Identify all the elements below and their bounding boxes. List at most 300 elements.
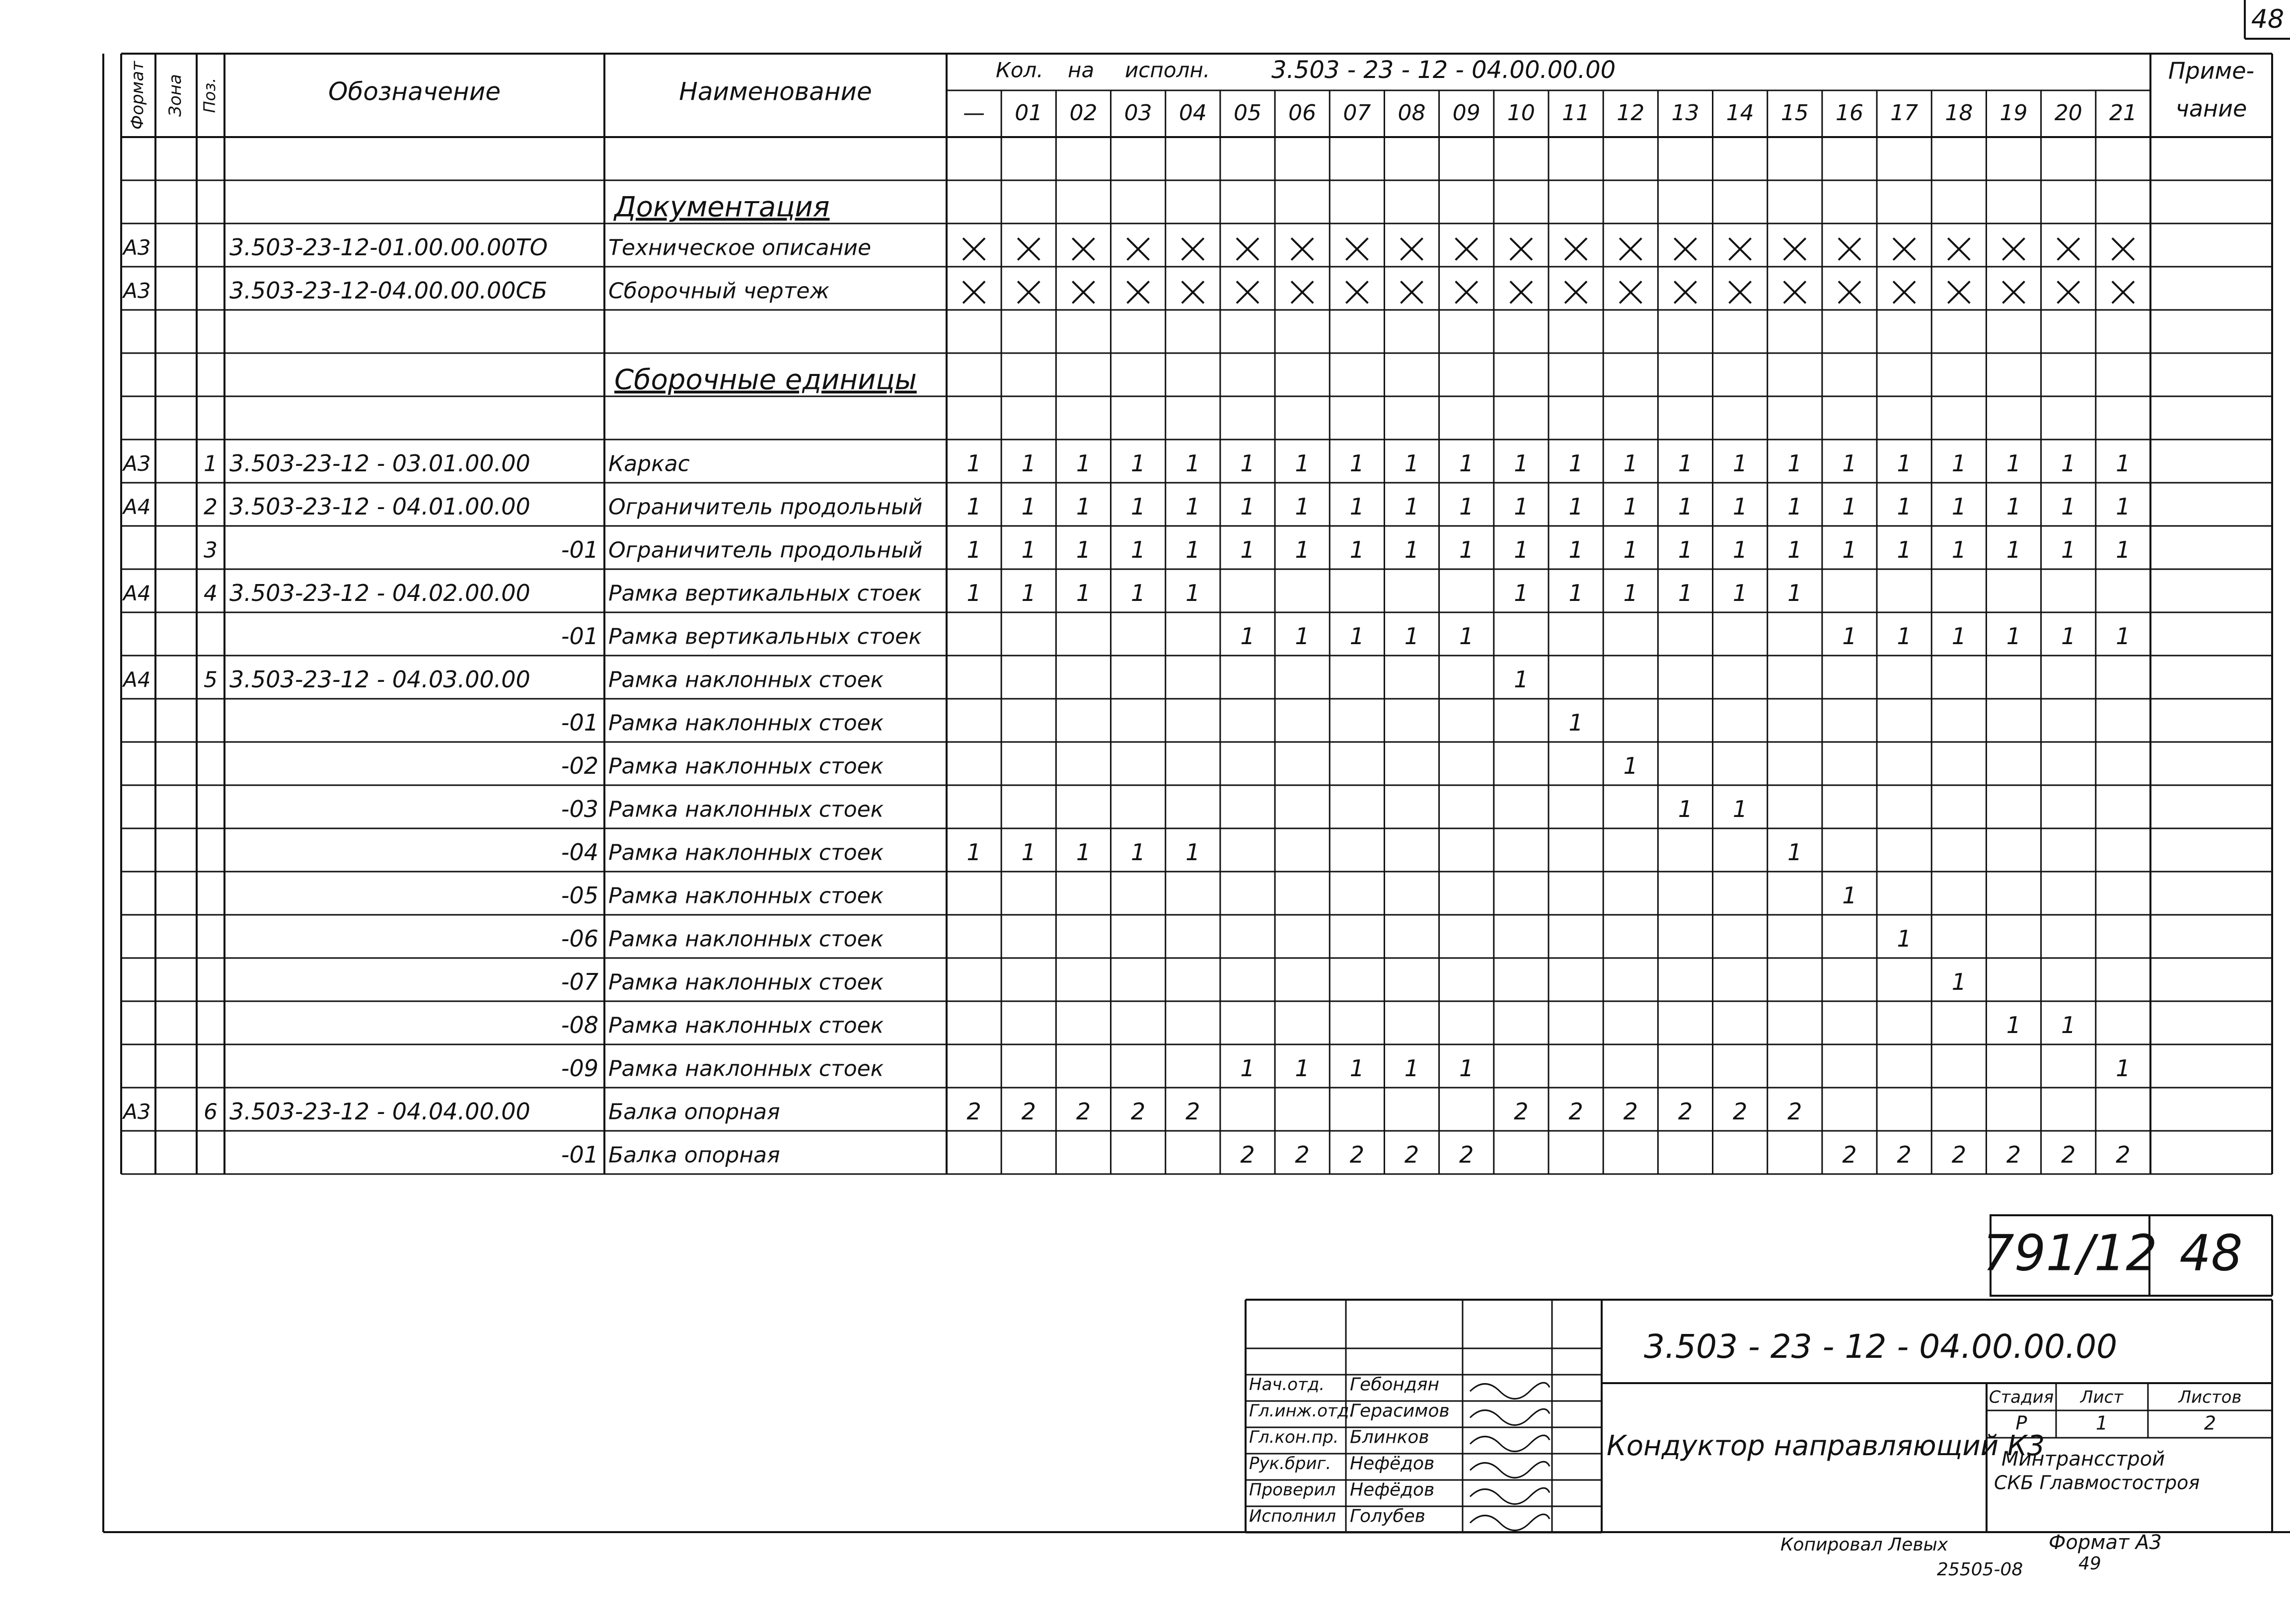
qty-value: 1: [1076, 580, 1091, 606]
qty-value: 1: [1623, 450, 1638, 477]
qty-cross: [1510, 238, 1532, 260]
qty-value: 1: [1349, 493, 1365, 520]
qty-cross: [1565, 238, 1587, 260]
variant-header-1: 01: [1015, 100, 1043, 126]
qty-value: 1: [1514, 666, 1529, 693]
qty-value: 1: [2006, 450, 2021, 477]
qty-value: 1: [1130, 536, 1146, 563]
qty-value: 1: [1842, 882, 1857, 909]
signature-mark: [1470, 1462, 1550, 1477]
corner-sheet-number: 48: [2251, 4, 2285, 34]
variant-header-19: 19: [1999, 100, 2028, 126]
qty-value: 1: [2061, 623, 2076, 650]
row-designation: -01: [561, 623, 598, 650]
row-format: А3: [123, 1100, 151, 1124]
qty-cross: [2112, 238, 2134, 260]
qty-value: 1: [1404, 450, 1419, 477]
person-role: Рук.бриг.: [1249, 1454, 1331, 1474]
qty-value: 1: [1185, 536, 1200, 563]
qty-value: 2: [2116, 1141, 2131, 1168]
person-role: Гл.инж.отд.: [1249, 1401, 1355, 1421]
row-designation: -01: [561, 536, 598, 563]
stamp-title: Кондуктор направляющий К3: [1607, 1430, 2045, 1463]
qty-value: 2: [2061, 1141, 2076, 1168]
qty-value: 1: [1021, 493, 1036, 520]
qty-value: 1: [1623, 536, 1638, 563]
qty-value: 1: [1568, 709, 1583, 736]
qty-value: 1: [2116, 493, 2131, 520]
qty-value: 1: [1732, 796, 1748, 822]
qty-cross: [1291, 282, 1313, 303]
qty-cross: [1948, 282, 1970, 303]
qty-value: 1: [1295, 450, 1310, 477]
qty-value: 1: [1349, 623, 1365, 650]
qty-value: 1: [1623, 752, 1638, 779]
header-qty-on: на: [1068, 58, 1095, 82]
variant-header-16: 16: [1836, 100, 1863, 126]
variant-header-11: 11: [1562, 100, 1590, 126]
qty-value: 1: [1404, 1055, 1419, 1082]
row-name: Рамка наклонных стоек: [608, 753, 884, 779]
qty-cross: [2003, 238, 2025, 260]
qty-value: 1: [1842, 536, 1857, 563]
stamp-sheet-label: Лист: [2080, 1387, 2124, 1407]
qty-cross: [1127, 282, 1149, 303]
qty-value: 1: [2116, 536, 2131, 563]
qty-value: 1: [2061, 450, 2076, 477]
qty-cross: [1018, 238, 1039, 260]
qty-cross: [2058, 238, 2079, 260]
qty-cross: [1291, 238, 1313, 260]
qty-value: 1: [2116, 623, 2131, 650]
row-designation: -08: [561, 1012, 598, 1038]
qty-cross: [1346, 282, 1368, 303]
row-pos: 2: [204, 494, 218, 520]
row-name: Ограничитель продольный: [608, 537, 923, 563]
row-format: А3: [123, 451, 151, 476]
qty-value: 2: [1678, 1098, 1693, 1125]
variant-header-15: 15: [1780, 100, 1809, 126]
row-pos: 6: [204, 1099, 218, 1125]
qty-cross: [1401, 238, 1423, 260]
person-role: Нач.отд.: [1249, 1375, 1325, 1395]
qty-value: 1: [1787, 536, 1802, 563]
header-qty-variant: исполн.: [1125, 58, 1210, 82]
qty-value: 1: [1076, 839, 1091, 866]
qty-value: 1: [1787, 839, 1802, 866]
qty-value: 2: [1185, 1098, 1200, 1125]
qty-cross: [1839, 238, 1860, 260]
row-name: Техническое описание: [608, 235, 872, 261]
footer-copied-by: Копировал Левых: [1780, 1535, 1948, 1555]
row-name: Рамка наклонных стоек: [608, 667, 884, 693]
qty-value: 1: [1897, 536, 1912, 563]
qty-value: 1: [1295, 1055, 1310, 1082]
row-designation: -06: [561, 925, 598, 952]
qty-value: 2: [1897, 1141, 1912, 1168]
qty-value: 1: [2006, 623, 2021, 650]
variant-header-20: 20: [2054, 100, 2082, 126]
qty-value: 1: [1404, 536, 1419, 563]
qty-value: 1: [1240, 536, 1255, 563]
row-name: Рамка наклонных стоек: [608, 1013, 884, 1038]
row-designation: -01: [561, 709, 598, 736]
qty-value: 1: [1842, 623, 1857, 650]
person-role: Гл.кон.пр.: [1249, 1427, 1339, 1447]
qty-value: 1: [1568, 536, 1583, 563]
row-designation: 3.503-23-12 - 04.04.00.00: [229, 1098, 530, 1125]
qty-cross: [1182, 238, 1204, 260]
row-designation: 3.503-23-12-04.00.00.00СБ: [229, 277, 548, 304]
footer-format: Формат А3: [2049, 1531, 2162, 1554]
section-title: Сборочные единицы: [614, 364, 917, 396]
header-zone: Зона: [165, 74, 185, 117]
qty-value: 1: [1295, 536, 1310, 563]
row-name: Балка опорная: [608, 1099, 780, 1125]
qty-value: 1: [1240, 623, 1255, 650]
row-name: Рамка наклонных стоек: [608, 1056, 884, 1082]
specification-text: [122, 4, 2284, 1168]
variant-header-17: 17: [1890, 100, 1919, 126]
row-name: Рамка наклонных стоек: [608, 926, 884, 952]
variant-header-0: —: [963, 100, 985, 126]
qty-value: 1: [1678, 796, 1693, 822]
qty-cross: [1565, 282, 1587, 303]
qty-value: 1: [2116, 1055, 2131, 1082]
row-pos: 3: [204, 537, 218, 563]
qty-value: 1: [2116, 450, 2131, 477]
signature-mark: [1470, 1488, 1550, 1504]
footer-archive-number: 25505-08: [1937, 1559, 2023, 1580]
qty-value: 1: [1349, 1055, 1365, 1082]
header-qty-caption: Кол.: [996, 58, 1043, 82]
section-title: Документация: [614, 191, 830, 223]
stamp-sheets: 2: [2204, 1412, 2216, 1434]
qty-cross: [1784, 282, 1806, 303]
variant-header-14: 14: [1726, 100, 1754, 126]
stamp-org-line1: Минтрансстрой: [2001, 1448, 2165, 1471]
qty-value: 1: [1678, 450, 1693, 477]
qty-value: 1: [1678, 493, 1693, 520]
qty-cross: [1948, 238, 1970, 260]
qty-value: 1: [1295, 493, 1310, 520]
variant-header-6: 06: [1288, 100, 1317, 126]
qty-value: 1: [1021, 580, 1036, 606]
row-format: А4: [123, 667, 151, 692]
qty-value: 2: [1349, 1141, 1365, 1168]
qty-value: 1: [1130, 450, 1146, 477]
row-name: Рамка наклонных стоек: [608, 840, 884, 866]
variant-header-9: 09: [1452, 100, 1480, 126]
header-designation: Обозначение: [328, 77, 501, 106]
qty-value: 1: [966, 450, 981, 477]
qty-value: 1: [1349, 450, 1365, 477]
row-name: Рамка наклонных стоек: [608, 883, 884, 909]
qty-value: 2: [966, 1098, 981, 1125]
qty-value: 1: [1514, 493, 1529, 520]
row-designation: -03: [561, 796, 598, 822]
qty-value: 1: [1459, 536, 1474, 563]
stamp-stage-label: Стадия: [1989, 1387, 2054, 1407]
qty-cross: [963, 238, 985, 260]
qty-value: 1: [1951, 450, 1967, 477]
qty-value: 1: [1568, 580, 1583, 606]
stamp-sheets-label: Листов: [2178, 1387, 2242, 1407]
qty-cross: [1839, 282, 1860, 303]
qty-value: 1: [1404, 623, 1419, 650]
row-designation: 3.503-23-12-01.00.00.00ТО: [229, 234, 548, 261]
qty-cross: [1072, 282, 1094, 303]
qty-value: 1: [1897, 493, 1912, 520]
qty-value: 1: [1021, 536, 1036, 563]
qty-value: 2: [1076, 1098, 1091, 1125]
person-name: Голубев: [1350, 1506, 1425, 1527]
signature-mark: [1470, 1409, 1550, 1425]
qty-cross: [1072, 238, 1094, 260]
qty-value: 1: [1076, 536, 1091, 563]
variant-header-4: 04: [1179, 100, 1207, 126]
qty-value: 1: [1076, 493, 1091, 520]
qty-cross: [1237, 282, 1258, 303]
person-name: Нефёдов: [1350, 1453, 1435, 1474]
row-pos: 1: [204, 451, 218, 477]
qty-value: 2: [1130, 1098, 1146, 1125]
qty-value: 1: [2061, 536, 2076, 563]
qty-value: 2: [1951, 1141, 1967, 1168]
variant-header-10: 10: [1507, 100, 1535, 126]
qty-cross: [1127, 238, 1149, 260]
qty-value: 1: [1787, 450, 1802, 477]
qty-value: 1: [966, 839, 981, 866]
stamp-number: 791/12: [1983, 1224, 2157, 1282]
row-designation: -07: [561, 968, 598, 995]
header-note: Приме-: [2168, 57, 2255, 84]
qty-value: 1: [1459, 450, 1474, 477]
qty-value: 1: [2061, 493, 2076, 520]
row-designation: 3.503-23-12 - 04.01.00.00: [229, 493, 530, 520]
row-designation: -01: [561, 1141, 598, 1168]
qty-value: 2: [1404, 1141, 1419, 1168]
qty-value: 2: [1787, 1098, 1802, 1125]
qty-value: 1: [1787, 493, 1802, 520]
row-name: Сборочный чертеж: [608, 278, 830, 304]
qty-value: 2: [1732, 1098, 1748, 1125]
header-pos: Поз.: [200, 77, 219, 113]
qty-cross: [2003, 282, 2025, 303]
row-designation: 3.503-23-12 - 04.02.00.00: [229, 580, 530, 606]
qty-value: 1: [2061, 1012, 2076, 1038]
row-designation: 3.503-23-12 - 04.03.00.00: [229, 666, 530, 693]
variant-header-18: 18: [1945, 100, 1973, 126]
qty-value: 2: [1459, 1141, 1474, 1168]
qty-cross: [2112, 282, 2134, 303]
row-name: Рамка наклонных стоек: [608, 710, 884, 736]
qty-value: 2: [2006, 1141, 2021, 1168]
variant-header-13: 13: [1671, 100, 1699, 126]
stamp-document-code: 3.503 - 23 - 12 - 04.00.00.00: [1644, 1328, 2118, 1366]
qty-value: 1: [2006, 536, 2021, 563]
qty-value: 1: [1514, 536, 1529, 563]
person-name: Нефёдов: [1350, 1479, 1435, 1500]
qty-value: 2: [1568, 1098, 1583, 1125]
qty-cross: [2058, 282, 2079, 303]
header-note: чание: [2175, 95, 2247, 122]
qty-value: 1: [1568, 450, 1583, 477]
row-format: А3: [123, 279, 151, 303]
qty-cross: [1346, 238, 1368, 260]
variant-header-12: 12: [1617, 100, 1645, 126]
row-format: А4: [123, 495, 151, 519]
footer-page-number: 49: [2078, 1553, 2101, 1574]
header-qty-code: 3.503 - 23 - 12 - 04.00.00.00: [1271, 56, 1616, 84]
qty-value: 1: [1951, 968, 1967, 995]
qty-value: 1: [1732, 536, 1748, 563]
qty-value: 1: [2006, 493, 2021, 520]
qty-value: 1: [1678, 536, 1693, 563]
row-format: А3: [123, 235, 151, 260]
qty-value: 2: [1021, 1098, 1036, 1125]
qty-value: 1: [1514, 450, 1529, 477]
qty-value: 2: [1842, 1141, 1857, 1168]
qty-value: 1: [1842, 450, 1857, 477]
qty-value: 1: [1897, 450, 1912, 477]
signature-mark: [1470, 1435, 1550, 1451]
row-name: Рамка вертикальных стоек: [608, 624, 922, 650]
qty-cross: [1729, 238, 1751, 260]
row-designation: -05: [561, 882, 598, 909]
qty-value: 1: [1951, 493, 1967, 520]
qty-cross: [1674, 282, 1696, 303]
qty-cross: [1620, 238, 1641, 260]
qty-cross: [1674, 238, 1696, 260]
qty-value: 1: [1021, 450, 1036, 477]
person-role: Исполнил: [1249, 1506, 1336, 1526]
qty-cross: [1456, 238, 1477, 260]
signature-mark: [1470, 1383, 1550, 1399]
qty-cross: [963, 282, 985, 303]
person-name: Блинков: [1350, 1427, 1429, 1448]
qty-value: 1: [1130, 580, 1146, 606]
person-name: Герасимов: [1350, 1401, 1450, 1421]
person-role: Проверил: [1249, 1480, 1336, 1500]
qty-value: 1: [966, 493, 981, 520]
qty-value: 1: [1130, 493, 1146, 520]
qty-value: 1: [966, 580, 981, 606]
qty-cross: [1620, 282, 1641, 303]
qty-cross: [1729, 282, 1751, 303]
row-designation: -09: [561, 1055, 598, 1082]
qty-value: 1: [1568, 493, 1583, 520]
qty-cross: [1018, 282, 1039, 303]
qty-value: 1: [1185, 580, 1200, 606]
row-designation: 3.503-23-12 - 03.01.00.00: [229, 450, 530, 477]
stamp-stage: Р: [2015, 1412, 2027, 1434]
qty-value: 1: [1240, 1055, 1255, 1082]
qty-value: 1: [1130, 839, 1146, 866]
qty-value: 1: [1240, 450, 1255, 477]
header-name: Наименование: [679, 77, 872, 106]
qty-value: 1: [1951, 536, 1967, 563]
title-block: [1246, 1215, 2272, 1580]
qty-value: 1: [1623, 580, 1638, 606]
variant-header-2: 02: [1069, 100, 1098, 126]
qty-value: 1: [966, 536, 981, 563]
row-name: Каркас: [608, 451, 690, 477]
qty-value: 2: [1623, 1098, 1638, 1125]
variant-header-3: 03: [1124, 100, 1152, 126]
qty-cross: [1510, 282, 1532, 303]
qty-value: 1: [1732, 493, 1748, 520]
stamp-sheet: 1: [2095, 1412, 2108, 1434]
row-name: Рамка наклонных стоек: [608, 969, 884, 995]
qty-value: 1: [1459, 623, 1474, 650]
qty-value: 1: [1732, 450, 1748, 477]
qty-value: 1: [1295, 623, 1310, 650]
qty-value: 1: [1732, 580, 1748, 606]
variant-header-5: 05: [1234, 100, 1261, 126]
qty-cross: [1456, 282, 1477, 303]
stamp-org-line2: СКБ Главмостостроя: [1994, 1472, 2200, 1494]
qty-value: 1: [1459, 493, 1474, 520]
qty-value: 1: [1514, 580, 1529, 606]
qty-value: 1: [1787, 580, 1802, 606]
row-name: Балка опорная: [608, 1142, 780, 1168]
qty-value: 1: [2006, 1012, 2021, 1038]
stamp-sheet-number: 48: [2179, 1224, 2243, 1282]
row-designation: -02: [561, 752, 598, 779]
qty-value: 1: [1951, 623, 1967, 650]
qty-cross: [1401, 282, 1423, 303]
qty-value: 1: [1404, 493, 1419, 520]
row-name: Рамка наклонных стоек: [608, 797, 884, 822]
qty-value: 1: [1076, 450, 1091, 477]
qty-value: 1: [1897, 623, 1912, 650]
row-pos: 4: [204, 581, 218, 606]
qty-cross: [1893, 282, 1915, 303]
qty-value: 1: [1349, 536, 1365, 563]
qty-value: 1: [1842, 493, 1857, 520]
specification-grid: [103, 0, 2290, 1532]
person-name: Гебондян: [1350, 1374, 1440, 1395]
qty-value: 1: [1459, 1055, 1474, 1082]
qty-value: 1: [1623, 493, 1638, 520]
qty-value: 2: [1295, 1141, 1310, 1168]
signature-mark: [1470, 1514, 1550, 1530]
qty-value: 2: [1240, 1141, 1255, 1168]
row-pos: 5: [204, 667, 218, 693]
qty-value: 1: [1021, 839, 1036, 866]
qty-value: 1: [1240, 493, 1255, 520]
row-designation: -04: [561, 839, 598, 866]
qty-value: 1: [1185, 839, 1200, 866]
qty-value: 1: [1678, 580, 1693, 606]
qty-value: 1: [1897, 925, 1912, 952]
header-format: Формат: [128, 61, 148, 130]
qty-cross: [1182, 282, 1204, 303]
qty-cross: [1237, 238, 1258, 260]
row-name: Рамка вертикальных стоек: [608, 581, 922, 606]
qty-value: 1: [1185, 493, 1200, 520]
variant-header-7: 07: [1343, 100, 1371, 126]
row-format: А4: [123, 581, 151, 605]
variant-header-21: 21: [2109, 100, 2137, 126]
qty-cross: [1893, 238, 1915, 260]
qty-value: 2: [1514, 1098, 1529, 1125]
qty-value: 1: [1185, 450, 1200, 477]
row-name: Ограничитель продольный: [608, 494, 923, 520]
qty-cross: [1784, 238, 1806, 260]
variant-header-8: 08: [1398, 100, 1426, 126]
